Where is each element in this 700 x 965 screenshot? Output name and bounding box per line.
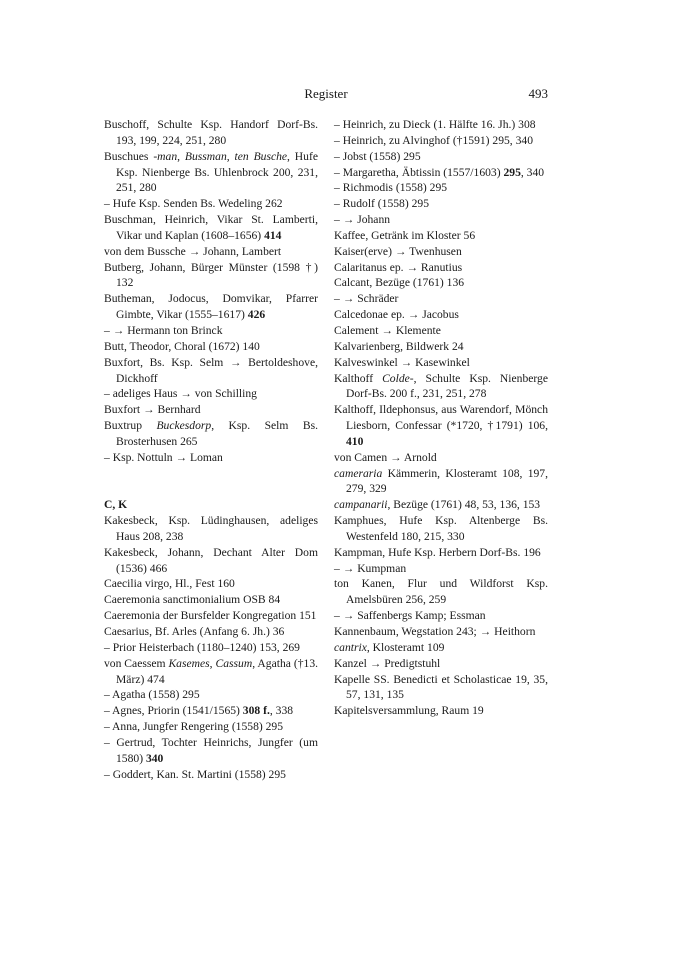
index-entry: von Caessem Kasemes, Cassum, Agatha (†13. März) 474 (104, 656, 319, 686)
index-entry: Buschoff, Schulte Ksp. Handorf Dorf-Bs. 193, 199, 224, 251, 280 (104, 118, 318, 147)
index-entry: – adeliges Haus → von Schilling (104, 387, 257, 401)
index-entry: Caeremonia sanctimonialium OSB 84 (104, 593, 281, 607)
index-entry: Buxfort → Bernhard (104, 403, 201, 417)
index-entry: Caecilia virgo, Hl., Fest 160 (104, 577, 235, 591)
index-entry: Kannenbaum, Wegstation 243; → Heithorn (334, 625, 536, 638)
index-entry: Butberg, Johann, Bürger Münster (1598 †) 132 (104, 260, 318, 290)
index-entry: Buschues -man, Bussman, ten Busche, Hufe Ksp. Nienberge Bs. Uhlenbrock 200, 231, 251, 280 (104, 149, 318, 195)
index-entry: Kaffee, Getränk im Kloster 56 (334, 228, 476, 242)
index-entry: Buxfort, Bs. Ksp. Selm → Bertoldeshove, Dickhoff (104, 355, 318, 385)
index-entry: Kanzel → Predigtstuhl (334, 656, 441, 670)
index-entry: Caesarius, Bf. Arles (Anfang 6. Jh.) 36 (104, 625, 285, 638)
index-entry: Kalveswinkel → Kasewinkel (334, 355, 470, 369)
right-column (334, 117, 548, 719)
index-entry: – Agnes, Priorin (1541/1565) 308 f., 338 (104, 704, 294, 718)
index-entry: Kakesbeck, Johann, Dechant Alter Dom (1536) 466 (104, 545, 318, 575)
index-entry: – Heinrich, zu Alvinghof (†1591) 295, 340 (334, 133, 533, 147)
index-entry: – → Johann (334, 213, 391, 227)
index-entry: Calement → Klemente (334, 323, 441, 337)
index-entry: Calcant, Bezüge (1761) 136 (334, 276, 465, 290)
index-entry: – Anna, Jungfer Rengering (1558) 295 (104, 720, 284, 734)
index-entry: – Heinrich, zu Dieck (1. Hälfte 16. Jh.) 308 (334, 118, 536, 131)
index-entry: cantrix, Klosteramt 109 (334, 640, 445, 654)
index-entry: Kalvarienberg, Bildwerk 24 (334, 339, 464, 353)
index-entry: Kalthoff, Ildephonsus, aus Warendorf, Mönch Liesborn, Confessar (*1720, †1791) 106, 410 (334, 403, 548, 448)
running-head (104, 85, 548, 103)
index-entry: Kalthoff Colde-, Schulte Ksp. Nienberge Dorf-Bs. 200 f., 231, 251, 278 (334, 371, 548, 401)
index-entry: – Jobst (1558) 295 (334, 149, 421, 163)
index-entry: Butt, Theodor, Choral (1672) 140 (104, 339, 260, 353)
index-entry: – Rudolf (1558) 295 (334, 197, 429, 211)
index-entry: Buschman, Heinrich, Vikar St. Lamberti, Vikar und Kaplan (1608–1656) 414 (104, 213, 318, 242)
index-entry: Buxtrup Buckesdorp, Ksp. Selm Bs. Brosterhusen 265 (104, 419, 318, 448)
index-entry: Kampman, Hufe Ksp. Herbern Dorf-Bs. 196 (334, 545, 541, 559)
index-entry: – Ksp. Nottuln → Loman (104, 450, 223, 464)
left-column (104, 117, 318, 782)
index-entry: – Goddert, Kan. St. Martini (1558) 295 (104, 767, 286, 781)
index-entry: von Camen → Arnold (334, 450, 437, 464)
index-entry: Kamphues, Hufe Ksp. Altenberge Bs. Westenfeld 180, 215, 330 (334, 514, 548, 543)
index-entry: Kapitelsversammlung, Raum 19 (334, 704, 484, 718)
index-entry: – → Schräder (334, 292, 399, 306)
index-entry: Butheman, Jodocus, Domvikar, Pfarrer Gimbte, Vikar (1555–1617) 426 (104, 292, 318, 322)
index-entry: – → Saffenbergs Kamp; Essman (334, 609, 486, 623)
index-entry: von dem Bussche → Johann, Lambert (104, 244, 282, 258)
index-entry: Calcedonae ep. → Jacobus (334, 308, 459, 322)
index-entry: Calaritanus ep. → Ranutius (334, 260, 463, 274)
index-entry: ton Kanen, Flur und Wildforst Ksp. Amelsbüren 256, 259 (334, 577, 548, 607)
index-entry: Kaiser(erve) → Twenhusen (334, 244, 462, 258)
index-entry: – Margaretha, Äbtissin (1557/1603) 295, 340 (334, 165, 545, 179)
index-entry: Kakesbeck, Ksp. Lüdinghausen, adeliges Haus 208, 238 (104, 514, 318, 543)
index-entry: – Richmodis (1558) 295 (334, 181, 448, 195)
index-entry: campanarii, Bezüge (1761) 48, 53, 136, 153 (334, 498, 541, 512)
section-heading: C, K (104, 498, 128, 512)
index-entry: Caeremonia der Bursfelder Kongregation 151 (104, 609, 317, 623)
index-entry: – Gertrud, Tochter Heinrichs, Jungfer (um 1580) 340 (104, 735, 318, 765)
index-entry: – → Kumpman (334, 561, 407, 575)
index-entry: – Agatha (1558) 295 (104, 688, 200, 702)
running-title: Register (304, 86, 348, 101)
index-entry: – → Hermann ton Brinck (104, 323, 223, 337)
index-entry: cameraria Kämmerin, Klosteramt 108, 197, 279, 329 (334, 466, 548, 496)
index-entry: Kapelle SS. Benedicti et Scholasticae 19, 35, 57, 131, 135 (334, 672, 548, 702)
page-number: 493 (528, 86, 548, 101)
index-entry: – Prior Heisterbach (1180–1240) 153, 269 (104, 640, 300, 654)
index-entry: – Hufe Ksp. Senden Bs. Wedeling 262 (104, 197, 283, 211)
